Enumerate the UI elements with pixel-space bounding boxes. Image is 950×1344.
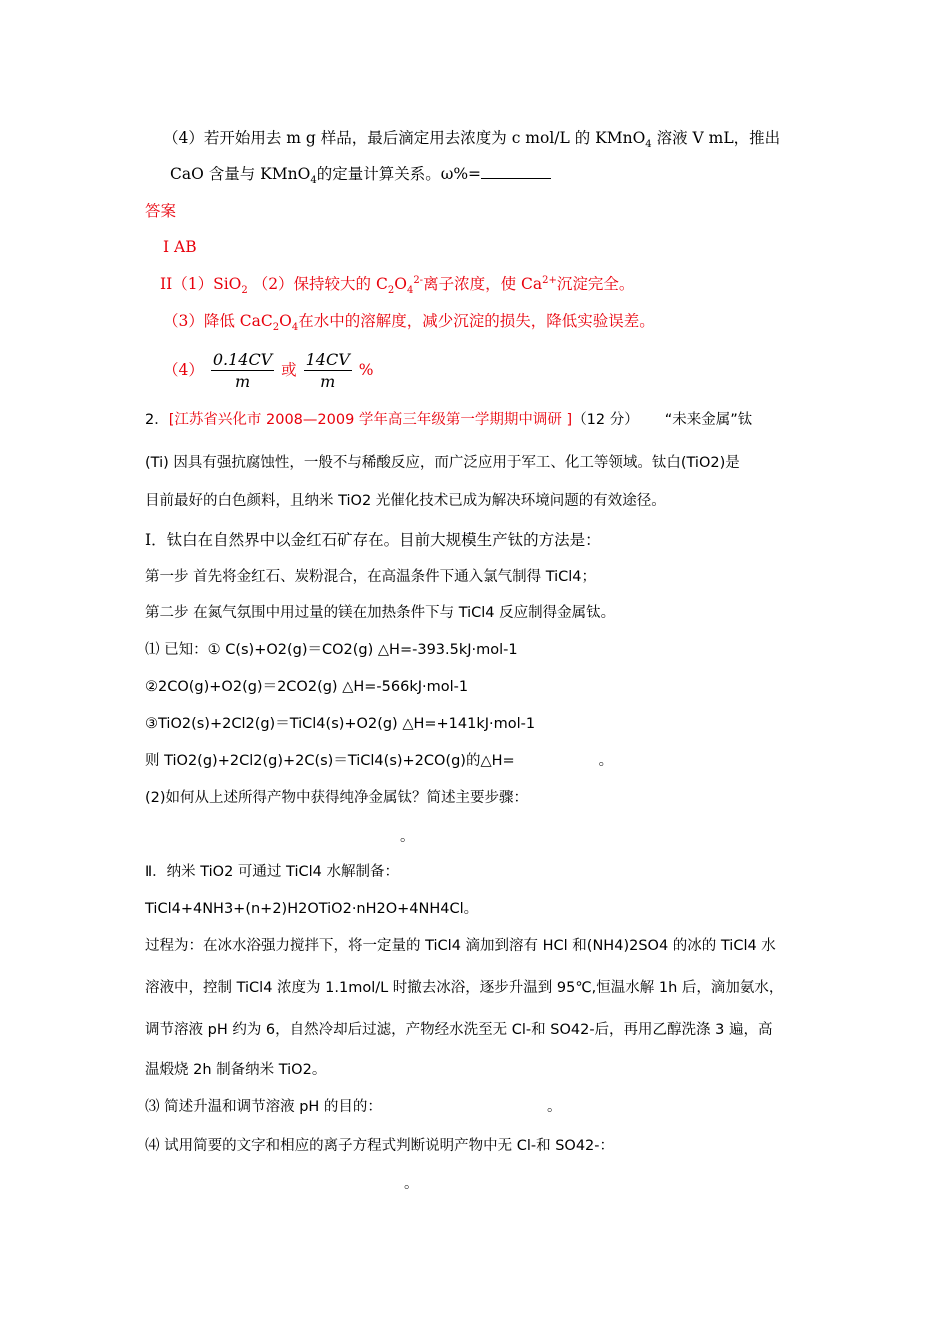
ans-3-2: O	[279, 312, 292, 330]
fraction-1-denominator: m	[234, 371, 251, 391]
answer-part-4	[163, 345, 373, 395]
ans-4-prefix: （4）	[163, 361, 204, 379]
q2-intro-3: 目前最好的白色颜料，且纳米 TiO2 光催化技术已成为解决环境问题的有效途径。	[145, 493, 666, 509]
ans-ii-2: （2）保持较大的 C	[247, 275, 388, 293]
ans-ii-4: 离子浓度，使 Ca	[423, 275, 543, 293]
q1-ask-text: 则 TiO2(g)+2Cl2(g)+2C(s)＝TiCl4(s)+2CO(g)的△H=	[145, 753, 515, 769]
fraction-2	[304, 350, 352, 393]
answer-part-i: I AB	[163, 238, 197, 256]
q4-subscript: 4	[645, 139, 652, 151]
ans-3-sub2: 4	[291, 322, 299, 334]
q1-end-mark: 。	[598, 753, 614, 769]
part-2-question-3	[145, 1096, 561, 1118]
q4-line2-subscript: 4	[310, 175, 317, 187]
ans-3-1: （3）降低 CaC	[163, 312, 273, 330]
ans-ii-sub3: 4	[406, 285, 414, 297]
ans-ii-3: O	[394, 275, 407, 293]
part-2-process-4: 温煅烧 2h 制备纳米 TiO2。	[145, 1062, 327, 1078]
q2-intro-1: “未来金属”钛	[664, 412, 753, 428]
ans-ii-sub1: 2	[241, 285, 248, 297]
part-1-step-1: 第一步 首先将金红石、炭粉混合，在高温条件下通入氯气制得 TiCl4；	[145, 569, 597, 585]
answer-part-ii	[160, 273, 634, 295]
q3-text: ⑶ 简述升温和调节溶液 pH 的目的：	[145, 1099, 382, 1115]
q2-end-mark: 。	[400, 829, 415, 845]
ans-3-3: 在水中的溶解度，减少沉淀的损失，降低实验误差。	[298, 312, 655, 330]
question-2-header	[145, 409, 752, 431]
part-2-reaction: TiCl4+4NH3+(n+2)H2OTiO2·nH2O+4NH4Cl。	[145, 901, 479, 917]
q3-end-mark: 。	[546, 1099, 562, 1115]
ans-ii-sup1: 2-	[413, 274, 424, 286]
part-1-title: Ⅰ．钛白在自然界中以金红石矿存在。目前大规模生产钛的方法是：	[145, 531, 601, 549]
ans-ii-1: II（1）SiO	[160, 275, 242, 293]
part-1-equation-2: ②2CO(g)+O2(g)＝2CO2(g) △H=-566kJ·mol-1	[145, 679, 469, 695]
part-1-question-1	[145, 750, 613, 772]
q2-points: （12 分）	[572, 412, 639, 428]
fraction-1	[211, 350, 274, 393]
fraction-2-denominator: m	[320, 371, 336, 391]
ans-ii-sub2: 2	[387, 285, 395, 297]
part-2-title: Ⅱ．纳米 TiO2 可通过 TiCl4 水解制备：	[145, 864, 399, 880]
q4-text-end: 溶液 V mL，推出	[651, 129, 781, 147]
part-2-process-2: 溶液中，控制 TiCl4 浓度为 1.1mol/L 时撤去冰浴，逐步升温到 95℃,恒温水解 1h 后，滴加氨水，	[145, 980, 784, 996]
q4-line2-text-end: 的定量计算关系。ω%=	[316, 165, 482, 183]
question-4-line-2	[170, 163, 551, 185]
q4-text: （4）若开始用去 m g 样品，最后滴定用去浓度为 c mol/L 的 KMnO	[163, 129, 646, 147]
q2-number: 2．	[145, 412, 169, 428]
question-4-line-1	[163, 127, 780, 149]
part-1-equation-3: ③TiO2(s)+2Cl2(g)＝TiCl4(s)+O2(g) △H=+141kJ·mol-1	[145, 716, 536, 732]
q4-line2-text: CaO 含量与 KMnO	[170, 165, 311, 183]
q2-source: [江苏省兴化市 2008—2009 学年高三年级第一学期期中调研 ]	[168, 412, 573, 428]
fraction-2-numerator: 14CV	[305, 349, 350, 369]
part-1-question-2: (2)如何从上述所得产物中获得纯净金属钛？简述主要步骤：	[145, 790, 529, 806]
answer-heading: 答案	[145, 202, 177, 220]
part-1-known: ⑴ 已知：① C(s)+O2(g)＝CO2(g) △H=-393.5kJ·mol-1	[145, 642, 518, 658]
answer-blank	[481, 164, 551, 179]
part-2-process-1: 过程为：在冰水浴强力搅拌下，将一定量的 TiCl4 滴加到溶有 HCl 和(NH4)2SO4 的冰的 TiCl4 水	[145, 938, 776, 954]
q4-end-mark: 。	[404, 1176, 419, 1192]
ans-ii-5: 沉淀完全。	[556, 275, 635, 293]
ans-4-suffix: %	[358, 361, 374, 379]
part-2-process-3: 调节溶液 pH 约为 6，自然冷却后过滤，产物经水洗至无 Cl-和 SO42-后，再用乙醇洗涤 3 遍，高	[145, 1022, 773, 1038]
ans-4-or: 或	[281, 361, 297, 379]
fraction-1-numerator: 0.14CV	[212, 349, 273, 369]
part-2-question-4: ⑷ 试用简要的文字和相应的离子方程式判断说明产物中无 Cl-和 SO42-：	[145, 1138, 615, 1154]
q2-intro-2: (Ti) 因具有强抗腐蚀性，一般不与稀酸反应，而广泛应用于军工、化工等领域。钛白(TiO2)是	[145, 455, 740, 471]
answer-part-3	[163, 310, 655, 332]
ans-3-sub1: 2	[272, 322, 280, 334]
ans-ii-sup2: 2+	[542, 274, 557, 286]
part-1-step-2: 第二步 在氮气氛围中用过量的镁在加热条件下与 TiCl4 反应制得金属钛。	[145, 605, 616, 621]
